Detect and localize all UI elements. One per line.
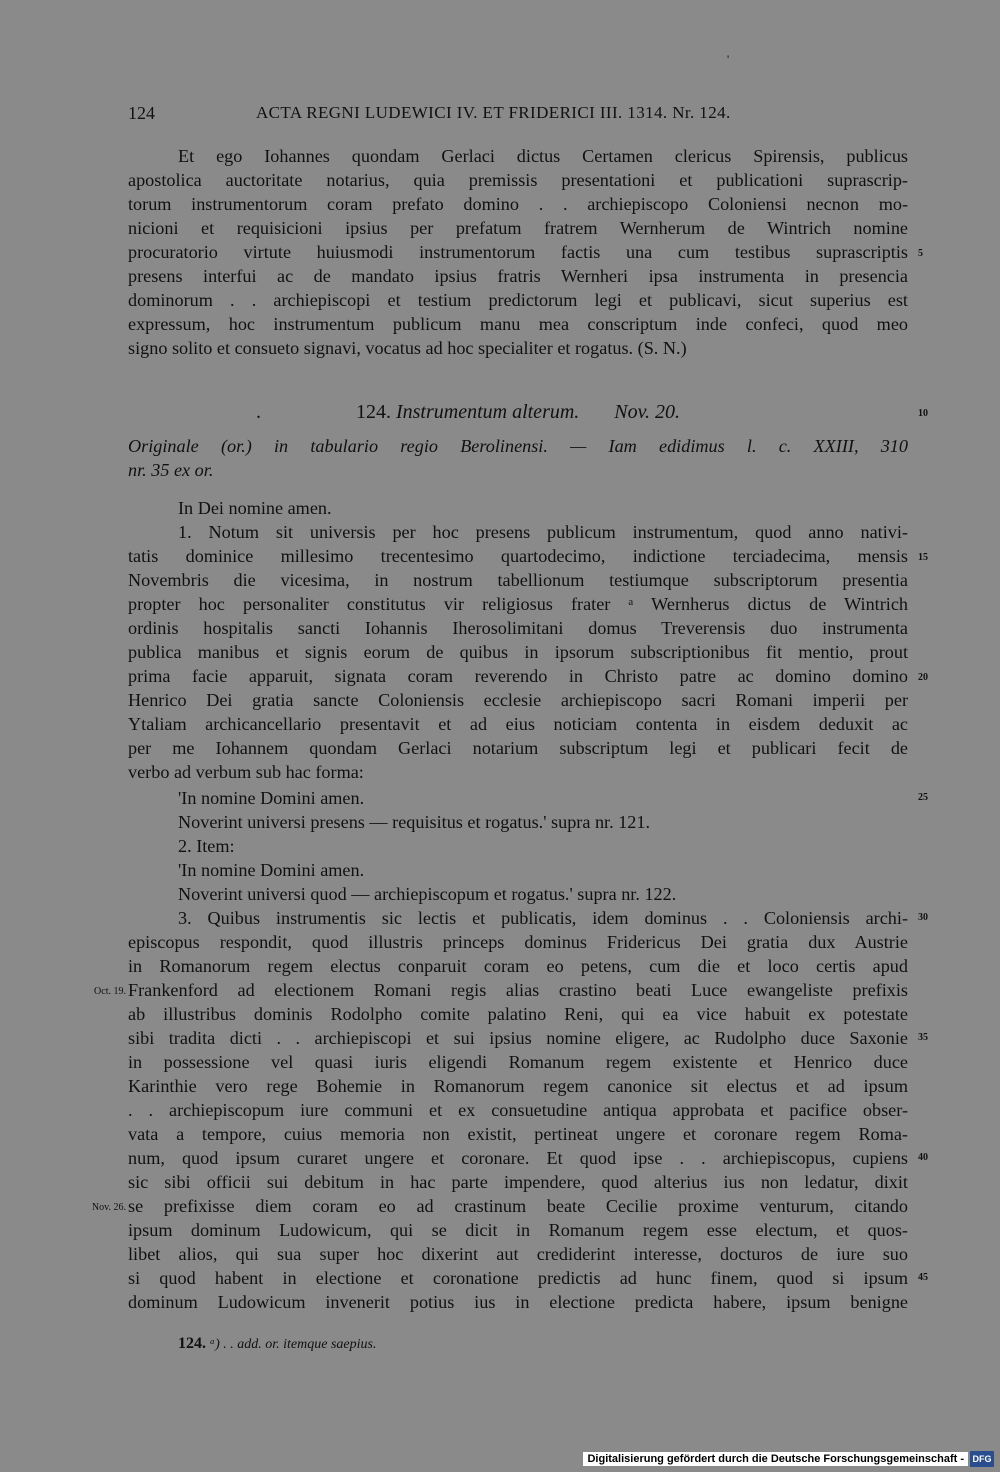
- text-line: se prefixisse diem coram eo ad crastinum beate Cecilie proxime venturum, citando: [128, 1196, 908, 1216]
- text-line: in possessione vel quasi iuris eligendi Romanum regem existente et Henrico duce: [128, 1052, 908, 1072]
- text-line: Henrico Dei gratia sancte Coloniensis ecclesie archiepiscopo sacri Romani imperii per: [128, 690, 908, 710]
- text-line: prima facie apparuit, signata coram reverendo in Christo patre ac domino domino: [128, 666, 908, 686]
- margin-date-note: Nov. 26.: [91, 1202, 126, 1213]
- text-line: dominum Ludowicum invenerit potius ius in electione predicta habere, ipsum benigne: [128, 1292, 908, 1312]
- text-line: si quod habent in electione et coronatione predictis ad hunc finem, quod si ipsum: [128, 1268, 908, 1288]
- text-line: episcopus respondit, quod illustris princeps dominus Fridericus Dei gratia dux Austrie: [128, 932, 908, 952]
- funding-banner: [0, 1448, 1000, 1472]
- text-line: sibi tradita dicti . . archiepiscopi et sui ipsius nomine eligere, ac Rudolpho duce Saxonie: [128, 1028, 908, 1048]
- stray-mark: ': [727, 52, 730, 66]
- source-note: nr. 35 ex or.: [128, 460, 214, 480]
- text-line: in Romanorum regem electus conparuit coram eo petens, cum die et loco certis apud: [128, 956, 908, 976]
- line-number: 20: [918, 672, 928, 683]
- text-line: ipsum dominum Ludowicum, qui se dicit in Romanum regem esse electum, et quos-: [128, 1220, 908, 1240]
- text-line: ab illustribus dominis Rodolpho comite palatino Reni, qui ea vice habuit ex potestate: [128, 1004, 908, 1024]
- text-line: dominorum . . archiepiscopi et testium predictorum legi et publicavi, sicut superius est: [128, 290, 908, 310]
- text-line: In Dei nomine amen.: [178, 498, 332, 518]
- text-line: sic sibi officii sui debitum in hac parte impendere, quod alterius ius non ledatur, dixit: [128, 1172, 908, 1192]
- doc-date: Nov. 20.: [614, 401, 681, 423]
- line-number: 10: [918, 408, 928, 419]
- text-line: expressum, hoc instrumentum publicum manu mea conscriptum inde confeci, quod meo: [128, 314, 908, 334]
- line-number: 40: [918, 1152, 928, 1163]
- text-line: per me Iohannem quondam Gerlaci notarium subscriptum legi et publicari fecit de: [128, 738, 908, 758]
- title-dot: .: [256, 401, 261, 423]
- page-number: 124: [128, 103, 155, 123]
- text-line: Ytaliam archicancellario presentavit et ad eius noticiam contenta in eisdem deduxit ac: [128, 714, 908, 734]
- text-line: vata a tempore, cuius memoria non existit, pertineat ungere et coronare regem Roma-: [128, 1124, 908, 1144]
- text-line: . . archiepiscopum iure communi et ex consuetudine antiqua approbata et pacifice obser-: [128, 1100, 908, 1120]
- text-line: signo solito et consueto signavi, vocatus ad hoc specialiter et rogatus. (S. N.): [128, 338, 687, 358]
- text-line: Frankenford ad electionem Romani regis alias crastino beati Luce ewangeliste prefixis: [128, 980, 908, 1000]
- document-title: [128, 398, 908, 426]
- banner-text: Digitalisierung gefördert durch die Deutsche Forschungsgemeinschaft -: [583, 1452, 968, 1466]
- running-header: [128, 103, 908, 127]
- footnote-text: ᵃ) . . add. or. itemque saepius.: [209, 1337, 377, 1352]
- doc-number: 124.: [355, 401, 391, 423]
- text-line: 'In nomine Domini amen.: [178, 860, 365, 880]
- text-line: Noverint universi quod — archiepiscopum et rogatus.' supra nr. 122.: [178, 884, 677, 904]
- dfg-logo-icon: DFG: [970, 1451, 994, 1467]
- text-line: Et ego Iohannes quondam Gerlaci dictus Certamen clericus Spirensis, publicus: [178, 146, 908, 166]
- text-line: 'In nomine Domini amen.: [178, 788, 365, 808]
- text-line: apostolica auctoritate notarius, quia premissis presentationi et publicationi suprascrip-: [128, 170, 908, 190]
- doc-name: Instrumentum alterum.: [395, 401, 580, 423]
- text-line: publica manibus et signis eorum de quibus in ipsorum subscriptionibus fit mentio, prout: [128, 642, 908, 662]
- line-number: 30: [918, 912, 928, 923]
- text-line: 2. Item:: [178, 836, 235, 856]
- text-line: torum instrumentorum coram prefato domino . . archiepiscopo Coloniensi necnon mo-: [128, 194, 908, 214]
- text-line: ordinis hospitalis sancti Iohannis Iherosolimitani domus Treverensis duo instrumenta: [128, 618, 908, 638]
- text-line: 3. Quibus instrumentis sic lectis et publicatis, idem dominus . . Coloniensis archi-: [178, 908, 908, 928]
- footnote-number: 124.: [178, 1335, 206, 1352]
- margin-date-note: Oct. 19.: [94, 986, 126, 997]
- line-number: 25: [918, 792, 928, 803]
- text-line: presens interfui ac de mandato ipsius fratris Wernheri ipsa instrumenta in presencia: [128, 266, 908, 286]
- text-line: Karinthie vero rege Bohemie in Romanorum regem canonice sit electus et ad ipsum: [128, 1076, 908, 1096]
- footnote: [178, 1333, 376, 1356]
- text-line: 1. Notum sit universis per hoc presens publicum instrumentum, quod anno nativi-: [178, 522, 908, 542]
- text-line: num, quod ipsum curaret ungere et coronare. Et quod ipse . . archiepiscopus, cupiens: [128, 1148, 908, 1168]
- source-note: Originale (or.) in tabulario regio Berolinensi. — Iam edidimus l. c. XXIII, 310: [128, 436, 908, 456]
- running-title: ACTA REGNI LUDEWICI IV. ET FRIDERICI III. 1314. Nr. 124.: [256, 103, 731, 122]
- text-line: nicioni et requisicioni ipsius per prefatum fratrem Wernherum de Wintrich nomine: [128, 218, 908, 238]
- line-number: 35: [918, 1032, 928, 1043]
- text-line: Novembris die vicesima, in nostrum tabellionum testiumque subscriptorum presentia: [128, 570, 908, 590]
- text-line: verbo ad verbum sub hac forma:: [128, 762, 364, 782]
- text-line: propter hoc personaliter constitutus vir religiosus frater ᵃ Wernherus dictus de Wintrich: [128, 594, 908, 614]
- line-number: 45: [918, 1272, 928, 1283]
- line-number: 15: [918, 552, 928, 563]
- text-line: tatis dominice millesimo trecentesimo quartodecimo, indictione terciadecima, mensis: [128, 546, 908, 566]
- text-line: libet alios, qui sua super hoc dixerint aut crediderint interesse, docturos de iure suo: [128, 1244, 908, 1264]
- text-line: procuratorio virtute huiusmodi instrumentorum factis una cum testibus suprascriptis: [128, 242, 908, 262]
- text-line: Noverint universi presens — requisitus et rogatus.' supra nr. 121.: [178, 812, 651, 832]
- line-number: 5: [918, 248, 923, 259]
